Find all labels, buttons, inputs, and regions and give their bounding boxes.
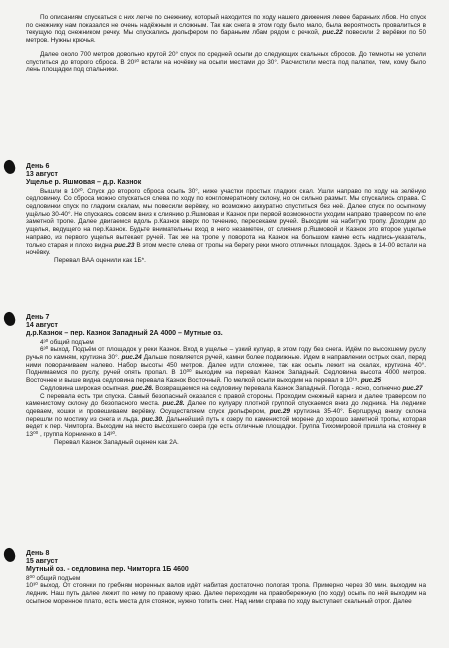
day7-heading: День 7 [26,314,50,321]
day6-paragraph-2: Перевал ВАА оценили как 1Б*. [54,256,146,264]
intro-paragraph-1: По описаниям спускаться с них легче по снежнику, который находится по ходу нашего движения левее бараньих лбов. Но спуск по снежнику нам показался не очень надёжным и сложным. Так как снега в этом году было мало, была вероятность провалиться в текущую под снежником речку. Мы спускались дюльфером по бараньим лбам рядом с речкой, рис.22 повесили 2 верёвки по 50 метров. Нужны крючья. [26,14,426,45]
day6-paragraph-1: Вышли в 10²⁰. Спуск до второго сброса осыпь 30°, ниже участки простых гладких скал. Ушли направо по ходу на зелёную седловинку. Со сброса можно спускаться слева по ходу по конгломератному склону, но он сильно размыт. Мы спускались справа. С седловинки спуск по гладким скалам, мы повесили верёвку, но возможно аккуратно спуститься без неё. Далее спуск по осыпному ущёлью 30-40°. Не спускаясь совсем вниз к слиянию р.Яшмовая и Казнок при первой возможности уходим направо траверсом по еле заметной тропе. Далее двигаемся вдоль р.Казнок вверх по течению, пересекаем ручей. Выходим на набитую тропу. Доходим до ущелья, ведущего на пер.Казнок. Будьте внимательны вход в него незаметен, от слияния р.Яшмовой и Казнок это второе ущелье направо, из первого ущелья вытекает ручей. Так же на тропе у поворота на Казнок на большом камне есть надпись-указатель, только старая и плохо видна рис.23 В этом месте слева от тропы на берегу реки много отличных площадок. Здесь в 14-00 встали на ночёвку. [26,187,427,257]
day6-heading: День 6 [26,163,50,170]
day6-date: 13 август [26,171,58,179]
day7-paragraph-5: Перевал Казнок Западный оценен как 2А. [54,438,179,446]
intro-section [26,14,426,74]
day8-section [26,550,426,605]
day7-date: 14 август [26,322,58,330]
day7-schedule-1: 4³⁰ общий подъем [40,338,94,346]
day8-title: Мутный оз. - седловина пер. Чимторга 1Б 4600 [26,566,189,574]
day7-paragraph-3: Седловина широкая осыпная. рис.26. Возвращаемся на седловину перевала Казнок Западный. Погода - ясно, солнечно рис.27 [40,384,423,392]
bullet-mark [2,311,17,328]
day8-heading: День 8 [26,550,50,557]
bullet-mark [2,159,17,176]
day7-schedule-2: 6³⁰ выход. Подъём от площадок у реки Казнок. Вход в ущелье – узкий кулуар, в этом году без снега. Идём по высохшему руслу ручья по камням, крутизна 30°. рис.24 Дальше появляется ручей, камни более подвижные. Идем в направлении острых скал, перед ними поворачиваем налево. Набор высоты 450 метров. Далее идти сложнее, так как осыпь лежит на скалах, крутизна 40°. Поднимаемся по руслу, ручей опять пропал. В 10⁰⁰ выходим на перевал Казнок Западный. Седловина высота 4000 метров. Восточнее и выше видна седловина перевала Казнок Восточный. По мелкой осыпи выходим на перевал в 10¹⁵. рис.25 [26,346,426,385]
day8-date: 15 август [26,558,58,566]
day8-schedule-2: 10³⁰ выход. От стоянки по гребням моренных валов идёт набитая достаточно пологая тропа. Примерно через 30 мин. выходим на ледник. Наш путь далее лежит по нему по правому краю. Далее переходим на правобережную (по ходу) осыпь по ней выходим на осыпное моренное плато, есть места для стоянок, нужно топить снег. Над ними справа по ходу выступает скальный отрог. Далее [26,582,426,605]
intro-paragraph-2: Далее около 700 метров довольно крутой 20° спуск по средней осыпи до следующих скальных сбросов. До темноты не успели спуститься до второго сброса. В 20³⁰ встали на ночёвку на осыпи местами до 30°. Расчистили места под палатки, тем, кому было лень площадки под спальники. [26,50,426,74]
day7-section [26,314,426,446]
day6-title: Ущелье р. Яшмовая – д.р. Казнок [26,179,142,187]
day8-schedule-1: 8⁰⁰ общий подъем [26,574,81,582]
day6-section [26,163,426,265]
day7-title: д.р.Казнок – пер. Казнок Западный 2А 4000 – Мутные оз. [26,330,223,338]
day7-paragraph-4: С перевала есть три спуска. Самый безопасный оказался с правой стороны. Проходим снежный карниз и далее траверсом по каменистому склону до безопасного места. рис.28. Далее по кулуару плотной группой спускаемся вниз до ледника. На леднике одеваем, кошки и провешиваем верёвку. Осуществляем спуск дюльфером, рис.29 крутизна 35-40°. Бергшрунд внизу склона перешли по мостику из снега и льда. рис.30. Дальнейший путь к озеру по каменистой морене до хорошо заметной тропы, которая ведет к пер. Чимторга. Выходим на место высохшего озера где есть отличные площадки. Группа Тихомировой пришла на стоянку в 13⁰⁰ , группа Корниенко в 14³⁰. [26,392,426,439]
bullet-mark [2,547,17,564]
